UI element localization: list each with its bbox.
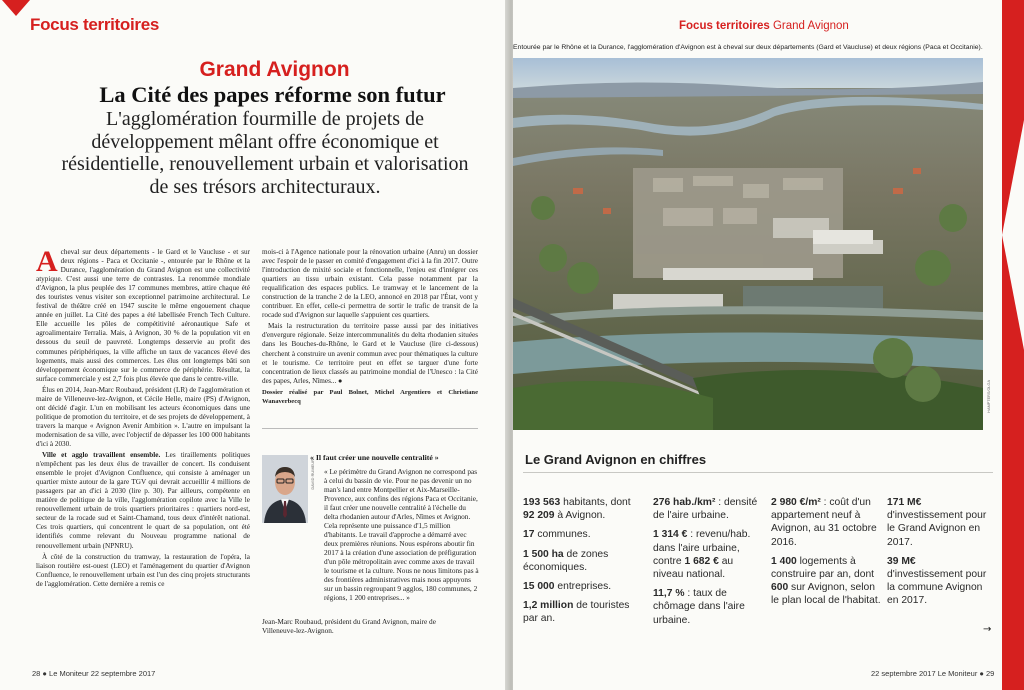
col1-paragraph-2: Élus en 2014, Jean-Marc Roubaud, président (LR) de l'agglomération et maire de Villeneuve-lez-Avignon, et Cécile Helle, maire (PS) d'Avignon, ont décidé d'agir. L'un en mobilisant les acteurs économiques dans une politique de promotion du territoire, et de ses projets de développement, à travers la marque « Avignon Avenir Ambition ». L'autre en impulsant la modernisation de sa ville, avec l'objectif de dépasser les 100 000 habitants d'ici à 2030. (36, 385, 250, 448)
stat-text: : densité de l'aire urbaine. (653, 497, 758, 522)
right-kicker-place: Grand Avignon (772, 20, 849, 32)
stats-title: Le Grand Avignon en chiffres (525, 452, 707, 467)
stat-value: 1,2 million (523, 600, 574, 612)
stat-value: 600 (771, 582, 789, 594)
stat-text: d'investissement pour le Grand Avignon en 2017. (887, 510, 987, 548)
stats-title-rule (523, 472, 993, 473)
right-kicker-section: Focus territoires (679, 20, 770, 32)
stat-value: 276 hab./km² (653, 497, 716, 508)
stat-value: 1 400 (771, 555, 797, 567)
stats-column-4 (887, 496, 991, 614)
article-column-2 (262, 248, 478, 416)
left-page-footer: 28 ● Le Moniteur 22 septembre 2017 (32, 669, 156, 678)
aerial-photo-credit: HAMPTERS/OLGA (987, 380, 991, 413)
stat-value: 15 000 (523, 581, 555, 593)
continue-arrow-icon: → (983, 624, 992, 635)
article-standfirst: L'agglomération fourmille de projets de développement mêlant offre économique et résidentielle, renouvellement urbain et valorisation de ses trésors architecturaux. (61, 108, 469, 198)
stat-text: : coût d'un appartement neuf à Avignon, au 31 octobre 2016. (771, 497, 877, 548)
left-page (0, 0, 509, 690)
stat-text: de touristes par an. (523, 600, 630, 625)
interview-box (262, 428, 478, 651)
stats-column-2 (653, 496, 761, 633)
stat-text: entreprises. (554, 581, 612, 593)
stat-value: 171 M€ (887, 497, 922, 508)
stat-value: 1 314 € (653, 529, 688, 541)
article-title-place: Grand Avignon (199, 58, 350, 81)
stat-text: sur Avignon, selon le plan local de l'habitat. (771, 582, 881, 607)
stats-column-1 (523, 496, 633, 632)
photo-caption: Entourée par le Rhône et la Durance, l'agglomération d'Avignon est à cheval sur deux départements (Gard et Vaucluse) et deux régions (Paca et Occitanie). (513, 44, 983, 51)
col2-paragraph-2: Mais la restructuration du territoire passe aussi par des initiatives d'envergure régionale. Seize intercommunalités du delta rhodanien situées dans les Bouches-du-Rhône, le Gard et le Vaucluse (lire ci-dessous) cherchent à construire un avenir commun avec pour thématiques la culture et le tourisme. Ce territoire peut en effet se targuer d'une forte concentration de lieux classés au patrimoine mondial de l'Unesco : la Cité des papes, Arles, Nîmes... ● (262, 322, 478, 385)
stat-value: 11,7 % (653, 588, 685, 600)
portrait-illustration (262, 455, 308, 523)
stat-value: 2 980 €/m² (771, 497, 821, 508)
stat-text: de zones économiques. (523, 548, 609, 573)
right-page-footer: 22 septembre 2017 Le Moniteur ● 29 (871, 669, 995, 678)
col1-paragraph-1: cheval sur deux départements - le Gard et le Vaucluse - et sur deux régions - Paca et Occitanie -, entourée par le Rhône et la Durance, l'agglomération du Grand Avignon est une collectivité atypique. C'est aussi une terre de contrastes. La renommée mondiale d'Avignon, la plus peuplée des 17 communes membres, attire chaque été des touristes venus visiter son exceptionnel patrimoine architectural. Le festival de théâtre créé en 1947 suscite le même engouement chaque année en juillet. La Cité des papes a été labellisée French Tech Culture. Elle accueille les pôles de compétitivité aéronautique Safe et agroalimentaire Terralia. Mais, à Avignon, 30 % de la population vit en dessous du seuil de pauvreté. Longtemps desservie au profit des communes périphériques, la ville affiche un taux de vacances élevé des logements, mais aussi des commerces. Les élus ont longtemps bâti son développement économique sur le commerce de périphérie. Résultat, la surface commerciale y est 2,7 fois plus élevée que dans le centre-ville. (36, 248, 250, 383)
red-edge-stripe (1002, 0, 1024, 690)
article-title: La Cité des papes réforme son futur (99, 82, 446, 107)
interview-photo (262, 455, 308, 523)
interview-quote: « Le périmètre du Grand Avignon ne correspond pas à celui du bassin de vie. Pour ne pas devenir un no man's land entre Montpellier et Aix-Marseille-Provence, aux confins des régions Paca et Occitanie, il faut créer une nouvelle centralité à l'échelle du delta rhodanien autour d'Arles, Nîmes et Avignon. Cela représente une puissance d'1,5 million d'habitants. Le travail d'approche a démarré avec deux premières réunions. Nous espérons aboutir fin 2017 à la création d'une association de préfiguration d'un pôle métropolitain avec comme axes de travail le tourisme et la culture. Nous ne nous limitons pas à des frontières administratives mais nous appuyons sur un bassin regroupant 9 agglos, 180 communes, 2 régions, 1 200 entreprises... » (324, 467, 479, 602)
col2-paragraph-1: mois-ci à l'Agence nationale pour la rénovation urbaine (Anru) un dossier avec l'espoir de le passer en comité d'engagement d'ici à la fin 2017. Outre l'introduction de mixité sociale et fonctionnelle, l'enjeu est d'intégrer ces quartiers au tissu urbain existant. Cela passe notamment par la requalification des espaces publics. Le tramway et le lancement de la construction de la tranche 2 de la LEO, annoncé en 2018 par l'État, vont y contribuer. En effet, celle-ci permettra de sortir le trafic de transit de la rocade sud d'Avignon sur laquelle s'appuient ces quartiers. (262, 248, 478, 320)
article-column-1 (36, 245, 251, 648)
stat-text: : revenu/hab. dans l'aire urbaine, contre (653, 529, 751, 567)
stat-value: 1 500 ha (523, 548, 564, 560)
col1-subhead: Ville et agglo travaillent ensemble. (42, 451, 161, 460)
col1-paragraph-3: Les tiraillements politiques n'empêchent pas les deux élus de travailler de concert. Ils conduisent ensemble le projet d'Avignon Confluence, qui consiste à aménager un quartier mixte autour de la gare TGV qui devrait accueillir 4 millions de passagers par an d'ici à 2030 (lire p. 30). Par ailleurs, compétente en matière de politique de la ville, l'agglomération copilote avec la Ville le renouvellement urbain de trois quartiers prioritaires : quartiers nord-est, secteur de la rocade sud et Saint-Chamand, tous deux d'intérêt national. Ces trois quartiers, qui concentrent le quart de sa population, ont été identifiés comme relevant du Nouveau programme national de renouvellement urbain (NPNRU). (36, 451, 251, 550)
right-page (513, 0, 1024, 690)
stat-value: 1 682 € (684, 555, 719, 567)
stat-text: : taux de chômage dans l'aire urbaine. (653, 588, 745, 626)
section-kicker: Focus territoires (30, 15, 160, 34)
stats-column-3 (771, 496, 881, 614)
interview-signature: Jean-Marc Roubaud, président du Grand Avignon, maire de Villeneuve-lez-Avignon. (262, 617, 436, 636)
stat-value: 39 M€ (887, 555, 916, 567)
article-byline: Dossier réalisé par Paul Bolnet, Michel Argentiero et Christiane Wanaverbecq (262, 388, 478, 405)
interview-photo-credit: DAVID RUMEUR (310, 459, 315, 490)
aerial-landscape-image (513, 58, 983, 430)
red-corner-marker (2, 0, 30, 16)
stat-text: habitants, dont (560, 497, 631, 508)
stat-text: logements à construire par an, dont (771, 555, 875, 581)
stat-text: d'investissement pour la commune Avignon en 2017. (887, 569, 987, 607)
col1-paragraph-4: À côté de la construction du tramway, la restauration de l'opéra, la liaison routière est-ouest (LEO) et l'aménagement du quartier d'Avignon Confluence, le renouvellement urbain est l'un des cinq projets structurants de l'agglomération. Cette dernière a remis ce (36, 552, 250, 588)
stat-value: 193 563 (523, 497, 561, 508)
stat-text: au niveau national. (653, 555, 734, 581)
stat-value: 92 209 (523, 510, 555, 522)
right-kicker (679, 20, 849, 32)
stat-value: 17 (523, 529, 535, 541)
interview-heading: « Il faut créer une nouvelle centralité » (310, 453, 439, 462)
stat-text: à Avignon. (554, 510, 606, 522)
dropcap-letter: A (36, 245, 58, 278)
stat-text: communes. (534, 529, 591, 541)
aerial-photo (513, 58, 983, 430)
